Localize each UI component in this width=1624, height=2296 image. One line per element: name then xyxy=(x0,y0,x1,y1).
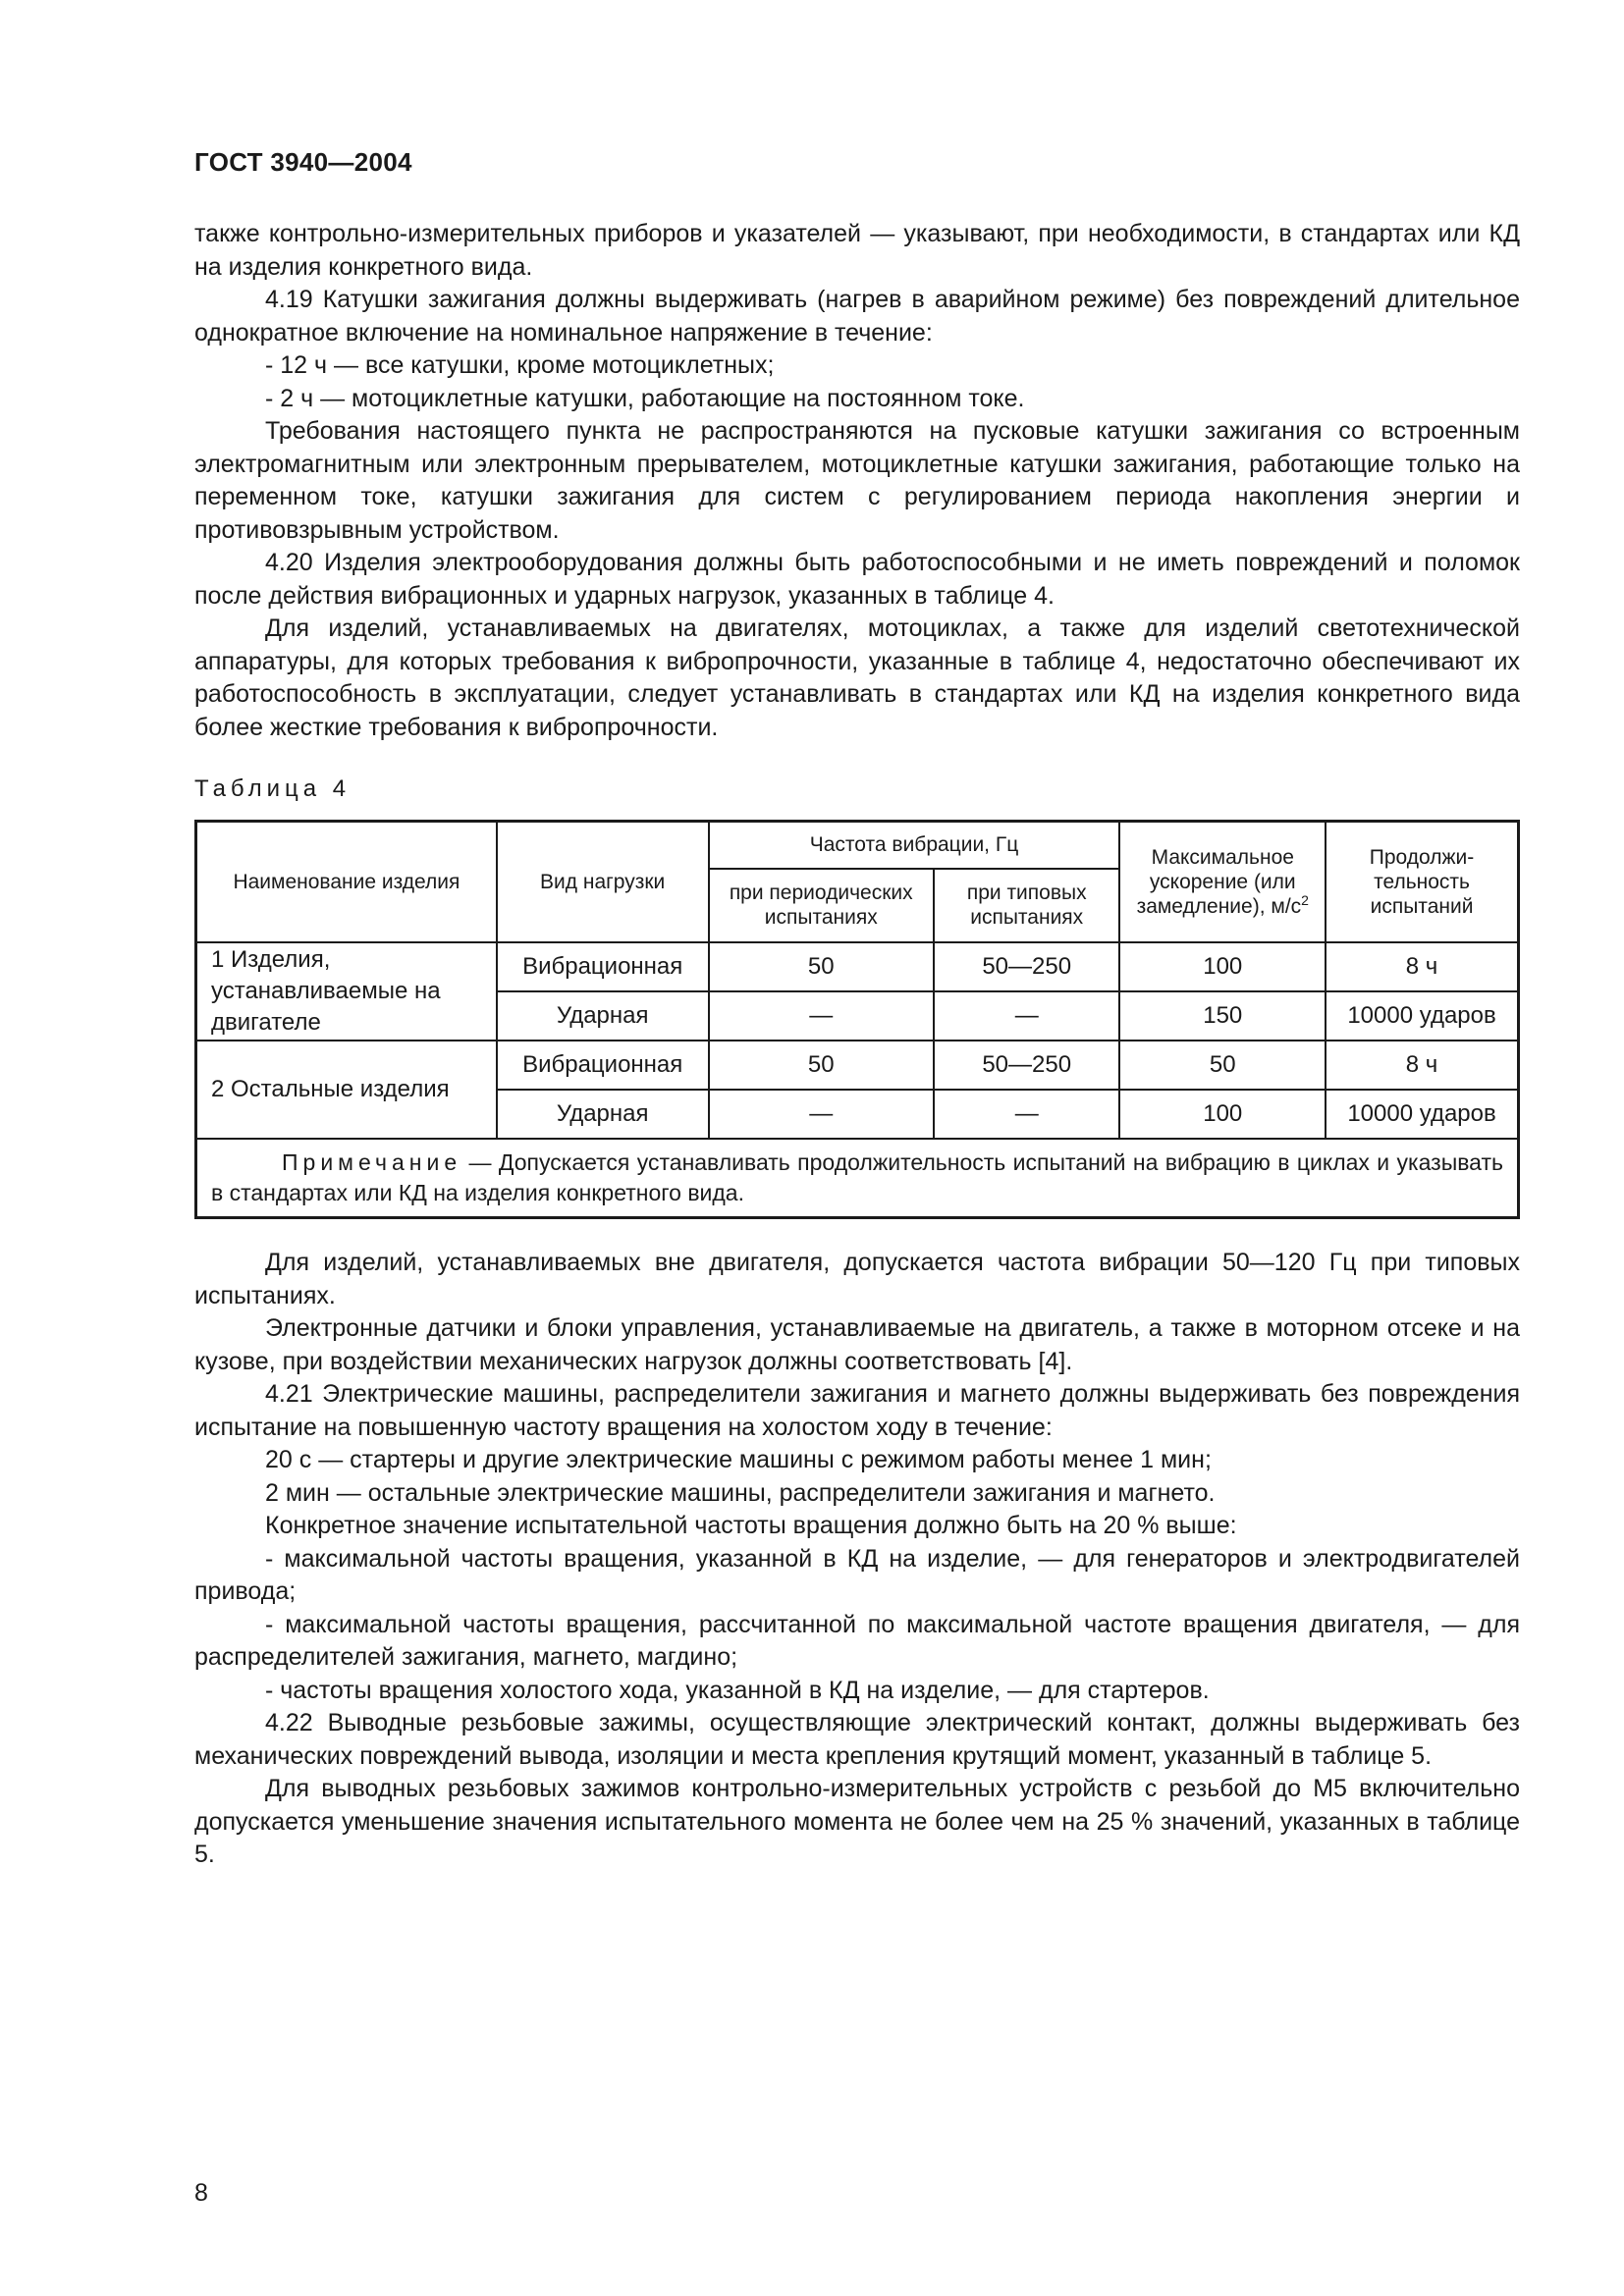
header-load-type: Вид нагрузки xyxy=(497,822,709,942)
cell-periodic: — xyxy=(709,1090,934,1139)
paragraph: Для выводных резьбовых зажимов контрольно-измерительных устройств с резьбой до М5 включительно допускается уменьшение значения испытательного момента не более чем на 25 % значений, указанных в таблице 5. xyxy=(194,1775,1520,1868)
group-name: 2 Остальные изделия xyxy=(196,1041,497,1139)
cell-periodic: — xyxy=(709,991,934,1041)
page-number: 8 xyxy=(194,2179,208,2207)
paragraph: 20 с — стартеры и другие электрические машины с режимом работы менее 1 мин; xyxy=(265,1446,1212,1473)
cell-type: 50—250 xyxy=(934,1041,1120,1090)
note-label: Примечание xyxy=(282,1148,462,1175)
cell-periodic: 50 xyxy=(709,1041,934,1090)
cell-type: — xyxy=(934,991,1120,1041)
paragraph: - 2 ч — мотоциклетные катушки, работающие на постоянном токе. xyxy=(265,384,1025,412)
body-text-bottom xyxy=(194,1247,1520,1872)
header-test-duration: Продолжи-тельность испытаний xyxy=(1326,822,1518,942)
header-product-name: Наименование изделия xyxy=(196,822,497,942)
document-header: ГОСТ 3940—2004 xyxy=(194,147,412,177)
paragraph: - частоты вращения холостого хода, указанной в КД на изделие, — для стартеров. xyxy=(265,1676,1210,1704)
cell-duration: 10000 ударов xyxy=(1326,991,1518,1041)
cell-accel: 100 xyxy=(1119,1090,1326,1139)
header-freq-type: при типовых испытаниях xyxy=(934,869,1120,942)
paragraph: Требования настоящего пункта не распространяются на пусковые катушки зажигания со встроенным электромагнитным или электронным прерывателем, мотоциклетные катушки зажигания, работающие только на переменном токе, катушки зажигания для систем с регулированием периода накопления энергии и противовзрывным устройством. xyxy=(194,417,1520,544)
cell-type: — xyxy=(934,1090,1120,1139)
header-freq-periodic: при периодических испытаниях xyxy=(709,869,934,942)
cell-accel: 150 xyxy=(1119,991,1326,1041)
cell-accel: 100 xyxy=(1119,942,1326,991)
table-4 xyxy=(194,820,1520,1219)
table-caption: Таблица 4 xyxy=(194,775,352,802)
cell-duration: 8 ч xyxy=(1326,942,1518,991)
paragraph: Для изделий, устанавливаемых вне двигателя, допускается частота вибрации 50—120 Гц при типовых испытаниях. xyxy=(194,1249,1520,1309)
cell-duration: 10000 ударов xyxy=(1326,1090,1518,1139)
header-max-acceleration xyxy=(1119,822,1326,942)
note-text: — Допускается устанавливать продолжительность испытаний на вибрацию в циклах и указывать в стандартах или КД на изделия конкретного вида. xyxy=(211,1148,1503,1205)
paragraph: 4.19 Катушки зажигания должны выдерживать (нагрев в аварийном режиме) без повреждений длительное однократное включение на номинальное напряжение в течение: xyxy=(194,286,1520,347)
cell-accel: 50 xyxy=(1119,1041,1326,1090)
cell-load: Вибрационная xyxy=(497,1041,709,1090)
paragraph: 4.21 Электрические машины, распределители зажигания и магнето должны выдерживать без повреждения испытание на повышенную частоту вращения на холостом ходу в течение: xyxy=(194,1380,1520,1441)
paragraph: - 12 ч — все катушки, кроме мотоциклетных; xyxy=(265,351,775,379)
cell-load: Вибрационная xyxy=(497,942,709,991)
table-note xyxy=(196,1139,1519,1218)
cell-duration: 8 ч xyxy=(1326,1041,1518,1090)
group-name: 1 Изделия, устанавливаемые на двигателе xyxy=(196,942,497,1041)
paragraph: Конкретное значение испытательной частоты вращения должно быть на 20 % выше: xyxy=(265,1512,1237,1539)
paragraph: 2 мин — остальные электрические машины, распределители зажигания и магнето. xyxy=(265,1478,1216,1507)
cell-load: Ударная xyxy=(497,991,709,1041)
cell-periodic: 50 xyxy=(709,942,934,991)
paragraph: - максимальной частоты вращения, указанной в КД на изделие, — для генераторов и электродвигателей привода; xyxy=(194,1544,1520,1605)
paragraph: 4.20 Изделия электрооборудования должны быть работоспособными и не иметь повреждений и поломок после действия вибрационных и ударных нагрузок, указанных в таблице 4. xyxy=(194,549,1520,610)
paragraph: Электронные датчики и блоки управления, устанавливаемые на двигатель, а также в моторном отсеке и на кузове, при воздействии механических нагрузок должны соответствовать [4]. xyxy=(194,1314,1520,1375)
paragraph: 4.22 Выводные резьбовые зажимы, осуществляющие электрический контакт, должны выдерживать без механических повреждений вывода, изоляции и места крепления крутящий момент, указанный в таблице 5. xyxy=(194,1709,1520,1770)
header-max-acceleration-sup: 2 xyxy=(1301,891,1309,908)
cell-load: Ударная xyxy=(497,1090,709,1139)
paragraph: также контрольно-измерительных приборов и указателей — указывают, при необходимости, в стандартах или КД на изделия конкретного вида. xyxy=(194,220,1520,281)
header-max-acceleration-text: Максимальное ускорение (или замедление), м/с xyxy=(1136,845,1302,918)
cell-type: 50—250 xyxy=(934,942,1120,991)
paragraph: - максимальной частоты вращения, рассчитанной по максимальной частоте вращения двигателя, — для распределителей зажигания, магнето, магдино; xyxy=(194,1610,1520,1671)
paragraph: Для изделий, устанавливаемых на двигателях, мотоциклах, а также для изделий светотехнической аппаратуры, для которых требования к вибропрочности, указанные в таблице 4, недостаточно обеспечивают их работоспособность в эксплуатации, следует устанавливать в стандартах или КД на изделия конкретного вида более жесткие требования к вибропрочности. xyxy=(194,614,1520,741)
body-text-top xyxy=(194,218,1520,744)
header-vibration-frequency: Частота вибрации, Гц xyxy=(709,822,1120,869)
